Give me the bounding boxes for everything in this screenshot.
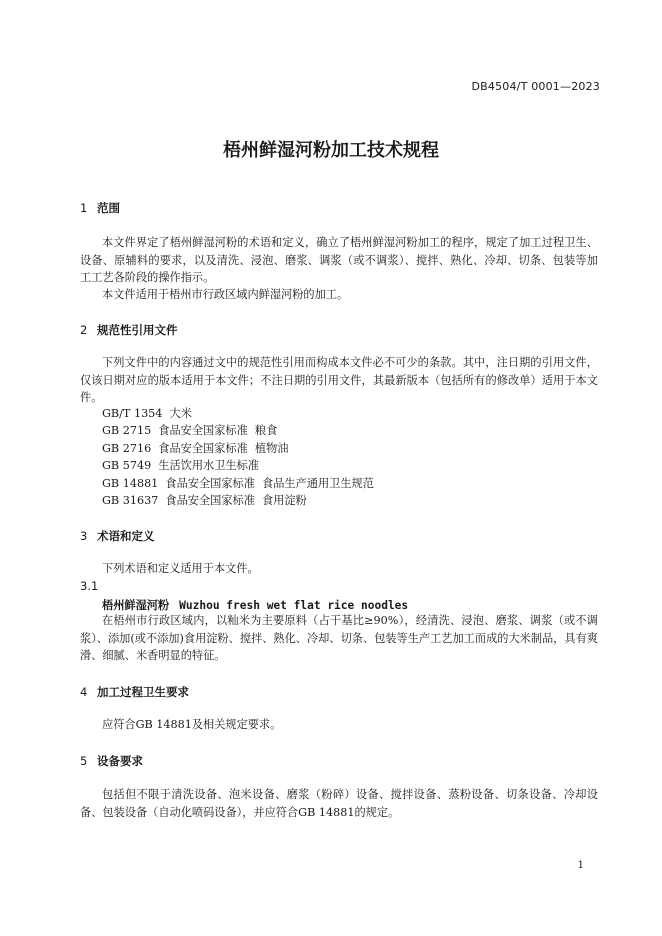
terms-intro: 下列术语和定义适用于本文件。 <box>102 562 259 575</box>
equipment-paragraph: 包括但不限于清洗设备、泡米设备、磨浆（粉碎）设备、搅拌设备、蒸粉设备、切条设备、冷却设备、包装设备（自动化喷码设备），并应符合GB 14881的规定。 <box>80 788 598 819</box>
reference-item: GB/T 1354 大米 <box>102 407 192 420</box>
section-title: 设备要求 <box>97 754 143 768</box>
term-definition: 在梧州市行政区域内，以籼米为主要原料（占干基比≥90%），经清洗、浸泡、磨浆、调浆（或不调浆）、添加(或不添加)食用淀粉、搅拌、熟化、冷却、切条、包装等生产工艺加工而成的大米制品，具有爽滑、细腻、米香明显的特征。 <box>80 614 598 662</box>
references-paragraph: 下列文件中的内容通过文中的规范性引用而构成本文件必不可少的条款。其中，注日期的引用文件，仅该日期对应的版本适用于本文件；不注日期的引用文件，其最新版本（包括所有的修改单）适用于本文件。 <box>80 356 598 404</box>
term-chinese: 梧州鲜湿河粉 <box>102 599 170 612</box>
page-number: 1 <box>577 860 584 871</box>
term-english: Wuzhou fresh wet flat rice noodles <box>179 599 409 612</box>
reference-item: GB 31637 食品安全国家标准 食用淀粉 <box>102 494 307 507</box>
reference-item: GB 5749 生活饮用水卫生标准 <box>102 459 259 472</box>
section-title: 术语和定义 <box>97 529 155 543</box>
section-heading-normative-references <box>80 322 178 338</box>
section-title: 加工过程卫生要求 <box>97 685 189 699</box>
section-heading-hygiene <box>80 684 189 700</box>
section-number: 3 <box>80 529 88 543</box>
term-heading <box>102 597 408 613</box>
page-title: 梧州鲜湿河粉加工技术规程 <box>223 140 439 161</box>
section-heading-terms <box>80 528 155 544</box>
hygiene-paragraph: 应符合GB 14881及相关规定要求。 <box>102 718 282 731</box>
section-title: 范围 <box>97 201 120 215</box>
scope-paragraph-1: 本文件界定了梧州鲜湿河粉的术语和定义，确立了梧州鲜湿河粉加工的程序，规定了加工过程卫生、设备、原辅料的要求，以及清洗、浸泡、磨浆、调浆（或不调浆）、搅拌、熟化、冷却、切条、包装等加工工艺各阶段的操作指示。 <box>80 236 598 284</box>
document-code: DB4504/T 0001—2023 <box>471 80 600 93</box>
scope-paragraph-2: 本文件适用于梧州市行政区域内鲜湿河粉的加工。 <box>102 288 349 301</box>
section-heading-equipment <box>80 753 143 769</box>
reference-item: GB 2716 食品安全国家标准 植物油 <box>102 442 289 455</box>
section-title: 规范性引用文件 <box>97 323 178 337</box>
reference-item: GB 14881 食品安全国家标准 食品生产通用卫生规范 <box>102 477 374 490</box>
section-heading-scope <box>80 200 120 216</box>
section-number: 5 <box>80 754 88 768</box>
section-number: 2 <box>80 323 88 337</box>
section-number: 1 <box>80 201 88 215</box>
section-number: 4 <box>80 685 88 699</box>
reference-item: GB 2715 食品安全国家标准 粮食 <box>102 424 278 437</box>
term-number: 3.1 <box>80 579 99 593</box>
